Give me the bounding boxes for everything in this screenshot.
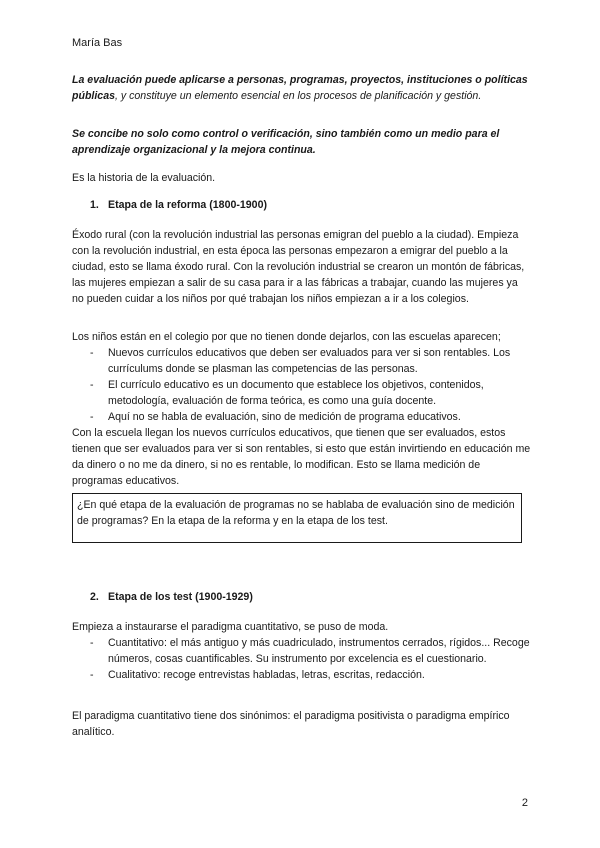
- list-item: - Aquí no se habla de evaluación, sino de medición de programa educativos.: [72, 409, 532, 425]
- section-2-bullet-list: [72, 635, 532, 683]
- list-item: - Nuevos currículos educativos que deben ser evaluados para ver si son rentables. Los currículums donde se plasman las competencias de las personas.: [72, 345, 532, 377]
- section-2-body: [72, 619, 532, 683]
- page-number: 2: [521, 797, 528, 809]
- list-item: - Cuantitativo: el más antiguo y más cuadriculado, instrumentos cerrados, rígidos... Recoge números, cosas cuantificables. Su instrumento por excelencia es el cuestionario.: [72, 635, 532, 667]
- section-1-paragraph-1: Éxodo rural (con la revolución industrial las personas emigran del pueblo a la ciudad). Empieza con la revolución industrial, en esta época las personas empezaron a emigrar del pueblo a la ciudad, esto se llama éxodo rural. Con la revolución industrial se crearon un montón de fábricas, las mujeres empiezan a salir de su casa para ir a las fábricas a trabajar, cuando las mujeres ya no pueden cuidar a los niños por qué trabajan los niños empiezan a ir a los colegios.: [72, 229, 525, 305]
- intro-paragraph-2: Se concibe no solo como control o verificación, sino también como un medio para el aprendizaje organizacional y la mejora continua.: [72, 128, 500, 156]
- intro-italic-text: , y constituye un elemento esencial en los procesos de planificación y gestión.: [114, 90, 482, 102]
- intro-paragraph-3: Es la historia de la evaluación.: [72, 172, 216, 184]
- section-2-paragraph-2: El paradigma cuantitativo tiene dos sinónimos: el paradigma positivista o paradigma empírico analítico.: [72, 710, 510, 738]
- author-name: María Bas: [72, 37, 123, 49]
- section-1-bullet-list: [72, 345, 532, 425]
- list-item: - Cualitativo: recoge entrevistas habladas, letras, escritas, redacción.: [72, 667, 532, 683]
- section-2-number: 2.: [90, 591, 99, 603]
- section-1-paragraph-3: Con la escuela llegan los nuevos currículos educativos, que tienen que ser evaluados, estos tienen que ser evaluados para ver si son rentables, si esto que están invirtiendo en educación me da dinero o no me da dinero, si no es rentable, lo modifican. Esto se llama medición de programas educativos.: [72, 427, 531, 487]
- section-1-number: 1.: [90, 199, 99, 211]
- question-box: [72, 493, 522, 543]
- section-2-title: Etapa de los test (1900-1929): [108, 591, 253, 603]
- list-item: - El currículo educativo es un documento que establece los objetivos, contenidos, metodología, evaluación de forma teórica, es como una guía docente.: [72, 377, 532, 409]
- section-1-body: [72, 329, 532, 489]
- section-1-paragraph-2: Los niños están en el colegio por que no tienen donde dejarlos, con las escuelas aparecen;: [72, 331, 501, 343]
- intro-paragraph-1: [72, 72, 528, 104]
- question-box-text: ¿En qué etapa de la evaluación de programas no se hablaba de evaluación sino de medición de programas? En la etapa de la reforma y en la etapa de los test.: [77, 499, 515, 527]
- section-2-paragraph-1: Empieza a instaurarse el paradigma cuantitativo, se puso de moda.: [72, 621, 389, 633]
- section-1-heading: [90, 199, 267, 211]
- section-2-heading: [90, 591, 253, 603]
- section-1-title: Etapa de la reforma (1800-1900): [108, 199, 267, 211]
- intro-bold-text: La evaluación puede aplicarse a personas, programas, proyectos, instituciones o políticas públicas: [72, 74, 528, 102]
